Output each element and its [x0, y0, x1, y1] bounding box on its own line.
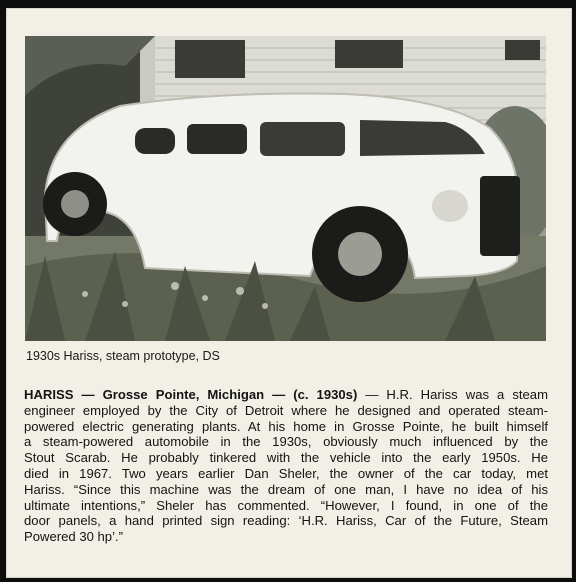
article-text: [24, 387, 548, 545]
article-line-10: Powered 30 hp’.”: [24, 529, 123, 545]
article-line-4: a steam-powered automobile in the 1930s, obviously much influenced by the: [24, 434, 548, 450]
photo-caption: 1930s Hariss, steam prototype, DS: [26, 349, 220, 363]
article-line-6: died in 1967. Two years earlier Dan Sheler, the owner of the car today, met: [24, 465, 548, 481]
article-line-1: HARISS — Grosse Pointe, Michigan — (c. 1930s) — H.R. Hariss was a steam: [24, 387, 548, 402]
car-photograph: [25, 36, 546, 341]
steam-car-image: [25, 36, 546, 341]
article-line-8: ultimate intentions,” Sheler has commented. “However, I found, in one of the: [24, 497, 548, 513]
article-line-5: Stout Scarab. He probably tinkered with the vehicle into the early 1950s. He: [24, 450, 548, 466]
article-line-9: door panels, a hand printed sign reading: ‘H.R. Hariss, Car of the Future, Steam: [24, 513, 548, 529]
article-line-3: powered electric generating plants. At his home in Grosse Pointe, he built himself: [24, 418, 548, 434]
article-line-7: Hariss. “Since this machine was the dream of one man, I have no idea of his: [24, 481, 548, 497]
article-heading: HARISS — Grosse Pointe, Michigan — (c. 1930s): [24, 387, 358, 402]
article-line-2: engineer employed by the City of Detroit where he designed and operated steam-: [24, 402, 548, 418]
